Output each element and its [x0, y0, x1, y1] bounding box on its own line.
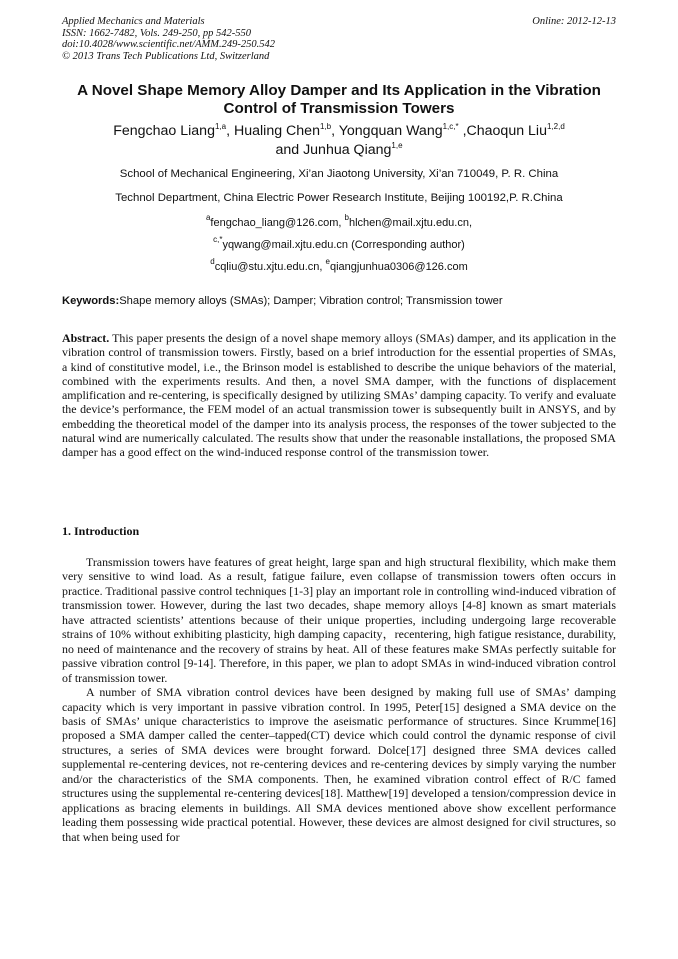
keywords: [62, 294, 616, 308]
email-sup: d: [210, 257, 215, 266]
email-sup: e: [325, 257, 330, 266]
email-line-2: [62, 235, 616, 252]
author-name: Chaoqun Liu: [466, 123, 547, 139]
author-list: [62, 122, 616, 160]
section-heading: 1. Introduction: [62, 524, 140, 538]
author-affil-sup: 1,a: [214, 122, 227, 131]
abstract-text: This paper presents the design of a novel shape memory alloys (SMAs) damper, and its application in the vibration control of transmission towers. Firstly, based on a brief introduction for the essential properties of SMAs, a kind of constitutive model, i.e., the Brinson model is established to describe the unique behaviors of the material, combined with the experiments results. And then, a novel SMA damper, with the functions of displacement amplification and re-centering, is specifically designed by utilizing SMAs’ damping capacity. To verify and evaluate the device’s performance, the FEM model of an actual transmission tower is subsequently built in ANSYS, and by embedding the theoretical model of the damper into its analysis process, the responses of the tower subjected to the natural wind are numerically calculated. The results show that under the reasonable installations, the proposed SMA damper has a good effect on the wind-induced response control of the transmission tower.: [62, 331, 616, 460]
author-name: Yongquan Wang: [338, 123, 443, 139]
author-affil-sup: 1,c,*: [442, 122, 459, 131]
email-sup: b: [344, 213, 349, 222]
keywords-text: Shape memory alloys (SMAs); Damper; Vibration control; Transmission tower: [119, 295, 503, 307]
author-affil-sup: 1,b: [319, 122, 332, 131]
author-name: and Junhua Qiang: [275, 142, 392, 158]
email-b: hlchen@mail.xjtu.edu.cn,: [348, 217, 473, 229]
online-date: Online: 2012-12-13: [532, 16, 616, 27]
email-c: yqwang@mail.xjtu.edu.cn (Corresponding author): [222, 239, 465, 251]
email-sup: c,*: [213, 235, 223, 244]
doi-line: doi:10.4028/www.scientific.net/AMM.249-250.542: [62, 39, 275, 50]
author-sep: ,: [458, 123, 467, 139]
author-sep: ,: [226, 123, 234, 139]
introduction-body: [62, 555, 616, 844]
journal-name: Applied Mechanics and Materials: [62, 16, 205, 27]
author-affil-sup: 1,2,d: [546, 122, 565, 131]
paper-title: A Novel Shape Memory Alloy Damper and Its Application in the Vibration Control of Transmission Towers: [77, 82, 601, 117]
affiliation-2: Technol Department, China Electric Power Research Institute, Beijing 100192,P. R.China: [115, 192, 563, 204]
email-a: fengchao_liang@126.com,: [210, 217, 345, 229]
body-paragraph: A number of SMA vibration control devices have been designed by making full use of SMAs’ damping capacity which is very important in passive vibration control. In 1995, Peter[15] designed a SMA device on the basis of SMAs’ unique characteristics to improve the aseismatic performance of structures. Since Krumme[16] proposed a SMA damper called the center–tapped(CT) device which could control the dynamic response of civil structures, a series of SMA devices were brought forward. Dolce[17] designed three SMA devices called supplemental re-centering devices, not re-centering devices and re-centering devices by simply varying the number and/or the characteristics of the SMA components. Then, he examined vibration control effect of R/C famed structures using the supplemental re-centering devices[18]. Matthew[19] developed a tension/compression device in applications as bracing elements in buildings. All SMA devices mentioned above show excellent performance leading them possessing wide practical potential. However, these devices are almost designed for civil structures, so that when being used for: [62, 685, 616, 844]
abstract: [62, 331, 616, 460]
abstract-label: Abstract.: [62, 331, 110, 345]
email-e: qiangjunhua0306@126.com: [329, 261, 468, 273]
affiliation-1: School of Mechanical Engineering, Xi’an Jiaotong University, Xi’an 710049, P. R. China: [119, 168, 559, 180]
email-block: [62, 213, 616, 282]
author-name: Hualing Chen: [233, 123, 320, 139]
email-sup: a: [205, 213, 211, 222]
author-affil-sup: 1,e: [391, 141, 403, 150]
keywords-label: Keywords:: [62, 295, 120, 307]
journal-header: [62, 16, 616, 62]
body-paragraph: Transmission towers have features of great height, large span and high structural flexibility, which make them very sensitive to wind load. As a result, fatigue failure, even collapse of transmission towers often occurs in practice. Traditional passive control techniques [1-3] play an important role in controlling wind-induced vibration of transmission tower. However, during the last two decades, shape memory alloys [4-8] known as smart materials have attracted scientists’ attentions because of their unique properties, including undergoing large recoverable strains of 10% without exhibiting plasticity, high damping capacity，recentering, high fatigue resistance, durability, no need of maintenance and the recovery of strains by heat. All of these features make SMAs perfectly suitable for passive vibration control [9-14]. Therefore, in this paper, we plan to adopt SMAs in wind-induced vibration control of transmission tower.: [62, 555, 616, 685]
issn-line: ISSN: 1662-7482, Vols. 249-250, pp 542-550: [62, 27, 251, 39]
email-d: cqliu@stu.xjtu.edu.cn,: [214, 261, 326, 273]
author-sep: ,: [331, 123, 339, 139]
email-line-1: [62, 213, 616, 230]
copyright-line: © 2013 Trans Tech Publications Ltd, Switzerland: [62, 50, 270, 62]
author-name: Fengchao Liang: [113, 123, 215, 139]
email-line-3: [62, 257, 616, 274]
